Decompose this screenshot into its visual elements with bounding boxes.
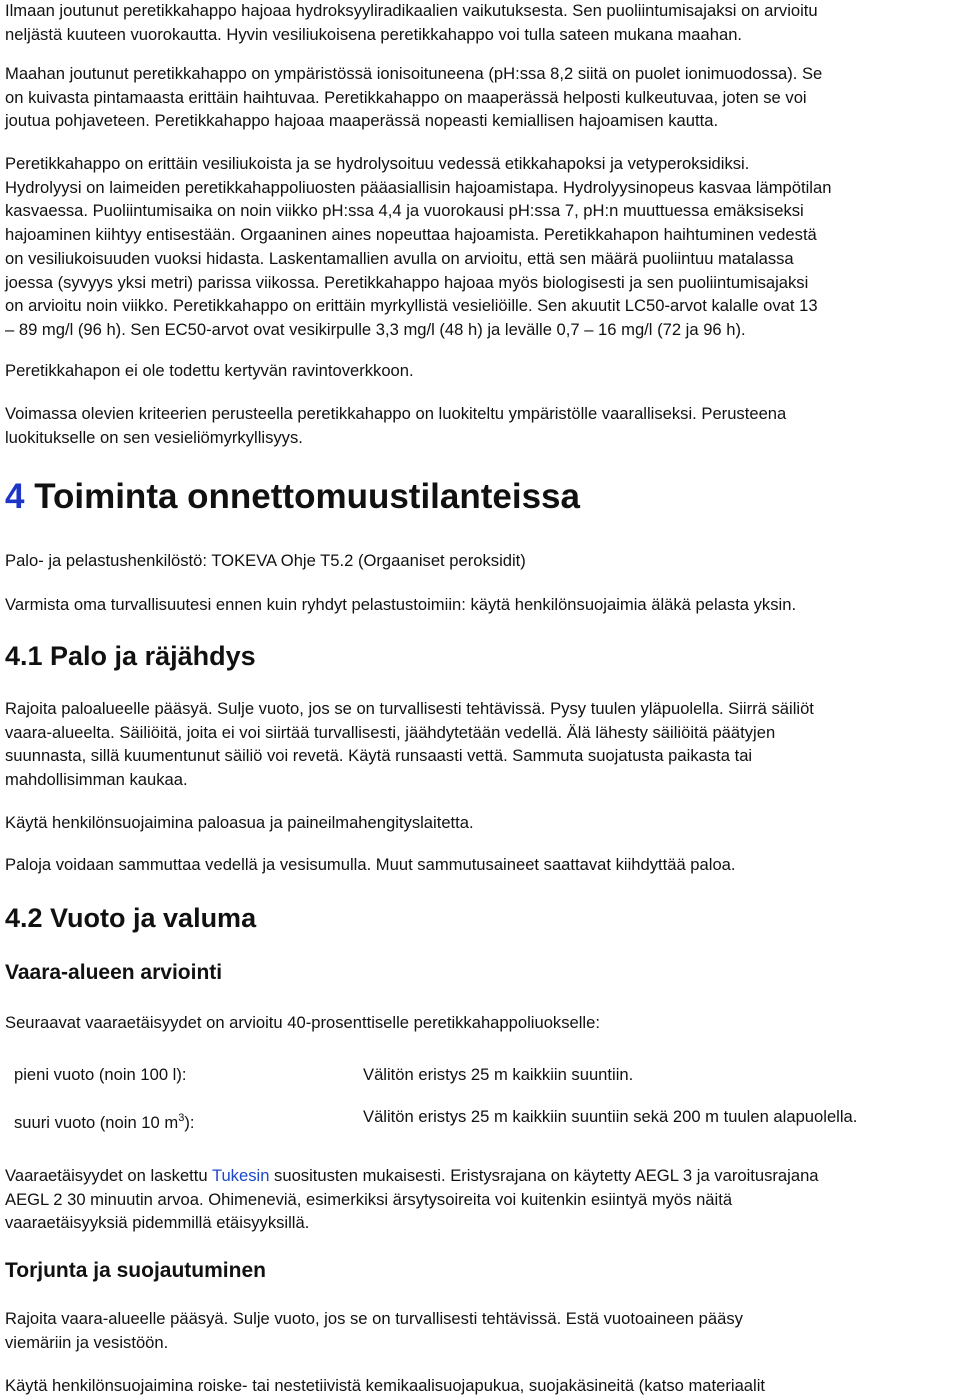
- section-number: 4: [5, 477, 25, 516]
- text-line: viemäriin ja vesistöön.: [5, 1332, 169, 1352]
- text-line: Rajoita paloalueelle pääsyä. Sulje vuoto, jos se on turvallisesti tehtävissä. Pysy tuulen yläpuolella. Siirrä säiliöt: [5, 699, 814, 718]
- section-title: Toiminta onnettomuustilanteissa: [34, 477, 580, 516]
- text-line: Paloja voidaan sammuttaa vedellä ja vesisumulla. Muut sammutusaineet saattavat kiihdyttää paloa.: [5, 855, 736, 874]
- text-line: Varmista oma turvallisuutesi ennen kuin ryhdyt pelastustoimiin: käytä henkilönsuojaimia äläkä pelasta yksin.: [5, 595, 797, 614]
- hazard-area-heading: Vaara-alueen arviointi: [5, 961, 223, 984]
- text-line: luokitukselle on sen vesieliömyrkyllisyys.: [5, 427, 303, 447]
- text-line: Seuraavat vaaraetäisyydet on arvioitu 40-prosenttiselle peretikkahappoliuokselle:: [5, 1013, 600, 1032]
- text-line: mahdollisimman kaukaa.: [5, 770, 188, 790]
- text-line: Peretikkahapon ei ole todettu kertyvän ravintoverkkoon.: [5, 361, 414, 380]
- soil-paragraph: [5, 62, 957, 133]
- text-line: hajoaminen kiihtyy entisestään. Orgaaninen aines nopeuttaa hajoamista. Peretikkahapon haihtuminen vedestä: [5, 225, 817, 245]
- text-line: on vesiliukoisuuden vuoksi hidasta. Laskentamallien avulla on arvioitu, että sen määrä puoliintuu matalassa: [5, 248, 794, 268]
- superscript: 3: [178, 1112, 185, 1124]
- containment-paragraph: [5, 1307, 957, 1354]
- text-line: joessa (syvyys yksi metri) parissa viikossa. Peretikkahappo hajoaa myös biologisesti ja sen puoliintumisajaksi: [5, 272, 809, 292]
- text-line: on arvioitu noin viikko. Peretikkahappo on erittäin myrkyllistä vesieliöille. Sen akuutit LC50-arvot kalalle ovat 13: [5, 296, 818, 316]
- label-suffix: ):: [184, 1113, 195, 1132]
- fire-ppe-paragraph: [5, 811, 957, 835]
- spill-ppe-line: [5, 1374, 957, 1398]
- tukes-link[interactable]: Tukesin: [211, 1166, 270, 1185]
- text-segment: suositusten mukaisesti. Eristysrajana on käytetty AEGL 3 ja varoitusrajana: [269, 1166, 819, 1185]
- distance-source-paragraph: [5, 1164, 957, 1235]
- safety-warning: [5, 593, 957, 617]
- tokeva-reference: [5, 549, 957, 573]
- text-line: on kuivasta pintamaasta erittäin haihtuvaa. Peretikkahappo on maaperässä helposti kulkeutuvaa, joten se voi: [5, 87, 807, 107]
- air-degradation-paragraph: [5, 0, 957, 46]
- label-text: suuri vuoto (noin 10 m: [14, 1113, 179, 1132]
- table-row-label: pieni vuoto (noin 100 l):: [14, 1065, 187, 1084]
- table-row-label: [14, 1112, 194, 1134]
- hazard-distance-table: [5, 1060, 957, 1140]
- food-web-paragraph: [5, 359, 957, 383]
- containment-heading: Torjunta ja suojautuminen: [5, 1259, 266, 1282]
- extinguishing-paragraph: [5, 853, 957, 877]
- text-line: Voimassa olevien kriteerien perusteella peretikkahappo on luokiteltu ympäristölle vaaralliseksi. Perusteena: [5, 404, 787, 423]
- text-line: Käytä henkilönsuojaimina paloasua ja paineilmahengityslaitetta.: [5, 813, 474, 832]
- text-line: Maahan joutunut peretikkahappo on ympäristössä ionisoituneena (pH:ssa 8,2 siitä on puolet ionimuodossa). Se: [5, 64, 823, 83]
- text-line: kasvaessa. Puoliintumisaika on noin viikko pH:ssa 4,4 ja vuorokausi pH:ssa 7, pH:n muuttuessa emäksiseksi: [5, 201, 804, 221]
- text-line: Hydrolyysi on laimeiden peretikkahappoliuosten pääasiallisin hajoamistapa. Hydrolyysinopeus kasvaa lämpötilan: [5, 177, 832, 197]
- text-line: Palo- ja pelastushenkilöstö: TOKEVA Ohje T5.2 (Orgaaniset peroksidit): [5, 551, 526, 570]
- hazard-intro: [5, 1011, 957, 1035]
- table-row-action: Välitön eristys 25 m kaikkiin suuntiin sekä 200 m tuulen alapuolella.: [363, 1107, 858, 1126]
- text-line: joutua pohjaveteen. Peretikkahappo hajoaa maaperässä nopeasti kemiallisen hajoamisen kautta.: [5, 111, 719, 131]
- text-segment: Vaaraetäisyydet on laskettu: [5, 1166, 212, 1185]
- water-paragraph: [5, 152, 957, 342]
- text-line: Rajoita vaara-alueelle pääsyä. Sulje vuoto, jos se on turvallisesti tehtävissä. Estä vuotoaineen pääsy: [5, 1309, 743, 1328]
- text-line: neljästä kuuteen vuorokautta. Hyvin vesiliukoisena peretikkahappo voi tulla sateen mukana maahan.: [5, 24, 743, 44]
- section-4-heading: [5, 477, 957, 517]
- text-line: vaaraetäisyyksiä pidemmillä etäisyyksillä.: [5, 1213, 310, 1233]
- table-row-action: Välitön eristys 25 m kaikkiin suuntiin.: [363, 1065, 634, 1084]
- fire-paragraph: [5, 697, 957, 792]
- classification-paragraph: [5, 402, 957, 449]
- text-line: vaara-alueelta. Säiliöitä, joita ei voi siirtää turvallisesti, jäähdytetään vedellä. Älä lähesty säiliöitä päätyjen: [5, 722, 776, 742]
- text-line: AEGL 2 30 minuutin arvoa. Ohimeneviä, esimerkiksi ärsytysoireita voi kuitenkin esiintyä myös näitä: [5, 1189, 733, 1209]
- section-4-1-heading: 4.1 Palo ja räjähdys: [5, 641, 256, 671]
- text-line: Ilmaan joutunut peretikkahappo hajoaa hydroksyyliradikaalien vaikutuksesta. Sen puoliintumisajaksi on arvioitu: [5, 1, 818, 20]
- text-line: [5, 1164, 957, 1188]
- text-line: Peretikkahappo on erittäin vesiliukoista ja se hydrolysoituu vedessä etikkahapoksi ja vetyperoksidiksi.: [5, 154, 750, 173]
- section-4-2-heading: 4.2 Vuoto ja valuma: [5, 903, 257, 933]
- text-line: suunnasta, sillä kuumentunut säiliö voi revetä. Käytä runsaasti vettä. Sammuta suojatusta paikasta tai: [5, 746, 753, 766]
- text-line: Käytä henkilönsuojaimina roiske- tai nestetiivistä kemikaalisuojapukua, suojakäsineitä (katso materiaalit: [5, 1376, 766, 1395]
- text-line: – 89 mg/l (96 h). Sen EC50-arvot ovat vesikirpulle 3,3 mg/l (48 h) ja levälle 0,7 – 16 mg/l (72 ja 96 h).: [5, 319, 746, 339]
